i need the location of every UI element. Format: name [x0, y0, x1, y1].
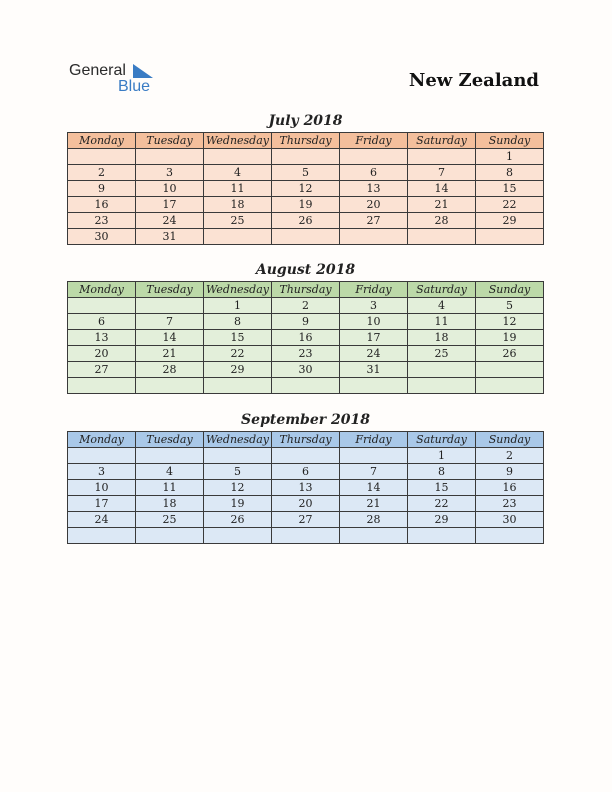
day-cell	[408, 362, 476, 378]
day-cell: 2	[68, 165, 136, 181]
day-cell	[68, 378, 136, 394]
day-cell: 26	[204, 512, 272, 528]
day-cell: 11	[204, 181, 272, 197]
weekday-header: Wednesday	[204, 133, 272, 149]
day-cell: 30	[476, 512, 544, 528]
week-row	[68, 496, 544, 512]
day-cell: 2	[272, 298, 340, 314]
day-cell: 14	[340, 480, 408, 496]
day-cell: 27	[68, 362, 136, 378]
day-cell: 4	[204, 165, 272, 181]
day-cell: 22	[476, 197, 544, 213]
day-cell: 12	[272, 181, 340, 197]
weekday-header: Wednesday	[204, 432, 272, 448]
day-cell: 27	[272, 512, 340, 528]
day-cell: 18	[136, 496, 204, 512]
day-cell: 16	[272, 330, 340, 346]
month-title: July 2018	[268, 113, 343, 129]
day-cell	[408, 149, 476, 165]
weekday-header: Saturday	[408, 133, 476, 149]
day-cell: 1	[476, 149, 544, 165]
weekday-header: Sunday	[476, 432, 544, 448]
weekday-header: Saturday	[408, 432, 476, 448]
week-row	[68, 197, 544, 213]
day-cell: 18	[204, 197, 272, 213]
day-cell: 24	[136, 213, 204, 229]
day-cell: 26	[272, 213, 340, 229]
week-row	[68, 314, 544, 330]
weekday-header: Tuesday	[136, 282, 204, 298]
calendar-table	[67, 132, 544, 245]
day-cell	[476, 229, 544, 245]
day-cell: 11	[408, 314, 476, 330]
day-cell: 17	[340, 330, 408, 346]
day-cell: 7	[340, 464, 408, 480]
day-cell	[136, 149, 204, 165]
logo-flag-icon	[133, 64, 153, 78]
day-cell: 21	[136, 346, 204, 362]
week-row	[68, 298, 544, 314]
day-cell: 23	[272, 346, 340, 362]
weekday-header-row	[68, 133, 544, 149]
week-row	[68, 512, 544, 528]
day-cell: 24	[340, 346, 408, 362]
day-cell: 30	[272, 362, 340, 378]
day-cell: 8	[204, 314, 272, 330]
weekday-header: Friday	[340, 282, 408, 298]
weekday-header: Sunday	[476, 133, 544, 149]
weekday-header: Thursday	[272, 282, 340, 298]
day-cell	[408, 528, 476, 544]
day-cell: 16	[68, 197, 136, 213]
week-row	[68, 448, 544, 464]
day-cell: 6	[340, 165, 408, 181]
day-cell: 25	[408, 346, 476, 362]
day-cell: 17	[68, 496, 136, 512]
weekday-header: Thursday	[272, 133, 340, 149]
day-cell: 28	[340, 512, 408, 528]
day-cell: 23	[476, 496, 544, 512]
weekday-header: Tuesday	[136, 432, 204, 448]
day-cell: 13	[340, 181, 408, 197]
day-cell	[476, 378, 544, 394]
day-cell: 29	[204, 362, 272, 378]
logo	[69, 62, 164, 96]
day-cell: 20	[272, 496, 340, 512]
weekday-header: Monday	[68, 282, 136, 298]
day-cell: 9	[68, 181, 136, 197]
day-cell: 22	[408, 496, 476, 512]
weekday-header-row	[68, 282, 544, 298]
country-title: New Zealand	[408, 70, 539, 91]
day-cell: 17	[136, 197, 204, 213]
day-cell: 5	[272, 165, 340, 181]
month-september	[67, 411, 544, 544]
day-cell: 1	[408, 448, 476, 464]
day-cell: 10	[136, 181, 204, 197]
day-cell: 18	[408, 330, 476, 346]
day-cell	[136, 298, 204, 314]
day-cell: 30	[68, 229, 136, 245]
month-title: August 2018	[255, 262, 356, 278]
day-cell: 12	[204, 480, 272, 496]
day-cell: 26	[476, 346, 544, 362]
day-cell	[204, 229, 272, 245]
week-row	[68, 213, 544, 229]
day-cell: 9	[476, 464, 544, 480]
week-row	[68, 346, 544, 362]
day-cell	[204, 378, 272, 394]
month-july	[67, 112, 544, 245]
day-cell: 8	[476, 165, 544, 181]
day-cell	[204, 149, 272, 165]
day-cell: 25	[136, 512, 204, 528]
calendar-table	[67, 281, 544, 394]
weekday-header: Friday	[340, 133, 408, 149]
day-cell	[272, 528, 340, 544]
day-cell: 28	[408, 213, 476, 229]
day-cell	[340, 149, 408, 165]
day-cell: 20	[68, 346, 136, 362]
week-row	[68, 528, 544, 544]
weekday-header: Tuesday	[136, 133, 204, 149]
day-cell: 24	[68, 512, 136, 528]
day-cell: 5	[204, 464, 272, 480]
day-cell	[340, 528, 408, 544]
day-cell	[68, 528, 136, 544]
day-cell: 15	[408, 480, 476, 496]
day-cell: 23	[68, 213, 136, 229]
day-cell	[340, 378, 408, 394]
day-cell: 5	[476, 298, 544, 314]
day-cell: 4	[408, 298, 476, 314]
day-cell	[68, 149, 136, 165]
day-cell	[340, 448, 408, 464]
day-cell: 19	[476, 330, 544, 346]
day-cell: 15	[204, 330, 272, 346]
day-cell: 28	[136, 362, 204, 378]
day-cell: 19	[272, 197, 340, 213]
day-cell: 7	[136, 314, 204, 330]
day-cell: 31	[340, 362, 408, 378]
day-cell: 3	[340, 298, 408, 314]
day-cell: 8	[408, 464, 476, 480]
day-cell: 13	[68, 330, 136, 346]
day-cell: 22	[204, 346, 272, 362]
day-cell	[272, 149, 340, 165]
day-cell: 6	[68, 314, 136, 330]
day-cell: 10	[340, 314, 408, 330]
day-cell	[136, 528, 204, 544]
week-row	[68, 330, 544, 346]
weekday-header: Monday	[68, 432, 136, 448]
week-row	[68, 378, 544, 394]
day-cell	[476, 528, 544, 544]
weekday-header: Saturday	[408, 282, 476, 298]
week-row	[68, 181, 544, 197]
weekday-header: Friday	[340, 432, 408, 448]
weekday-header: Monday	[68, 133, 136, 149]
week-row	[68, 464, 544, 480]
day-cell	[408, 229, 476, 245]
weekday-header-row	[68, 432, 544, 448]
day-cell: 15	[476, 181, 544, 197]
day-cell	[408, 378, 476, 394]
calendar-table	[67, 431, 544, 544]
day-cell: 10	[68, 480, 136, 496]
weekday-header: Wednesday	[204, 282, 272, 298]
day-cell: 31	[136, 229, 204, 245]
day-cell	[476, 362, 544, 378]
day-cell: 13	[272, 480, 340, 496]
day-cell	[68, 448, 136, 464]
day-cell	[204, 448, 272, 464]
day-cell: 9	[272, 314, 340, 330]
day-cell: 27	[340, 213, 408, 229]
week-row	[68, 480, 544, 496]
day-cell	[136, 448, 204, 464]
day-cell: 14	[136, 330, 204, 346]
day-cell: 21	[408, 197, 476, 213]
day-cell: 12	[476, 314, 544, 330]
logo-text-blue: Blue	[118, 78, 151, 95]
day-cell: 1	[204, 298, 272, 314]
day-cell: 29	[476, 213, 544, 229]
week-row	[68, 229, 544, 245]
day-cell	[136, 378, 204, 394]
week-row	[68, 149, 544, 165]
weekday-header: Sunday	[476, 282, 544, 298]
day-cell: 7	[408, 165, 476, 181]
day-cell: 11	[136, 480, 204, 496]
day-cell: 2	[476, 448, 544, 464]
month-august	[67, 261, 544, 394]
day-cell	[272, 448, 340, 464]
day-cell: 21	[340, 496, 408, 512]
day-cell: 3	[68, 464, 136, 480]
day-cell: 19	[204, 496, 272, 512]
day-cell: 25	[204, 213, 272, 229]
day-cell	[204, 528, 272, 544]
day-cell: 4	[136, 464, 204, 480]
weekday-header: Thursday	[272, 432, 340, 448]
day-cell: 16	[476, 480, 544, 496]
month-title: September 2018	[241, 412, 370, 428]
day-cell: 3	[136, 165, 204, 181]
day-cell: 14	[408, 181, 476, 197]
week-row	[68, 362, 544, 378]
day-cell: 29	[408, 512, 476, 528]
logo-text-general: General	[69, 62, 126, 79]
day-cell: 20	[340, 197, 408, 213]
day-cell	[272, 378, 340, 394]
day-cell	[272, 229, 340, 245]
day-cell	[340, 229, 408, 245]
day-cell: 6	[272, 464, 340, 480]
week-row	[68, 165, 544, 181]
day-cell	[68, 298, 136, 314]
